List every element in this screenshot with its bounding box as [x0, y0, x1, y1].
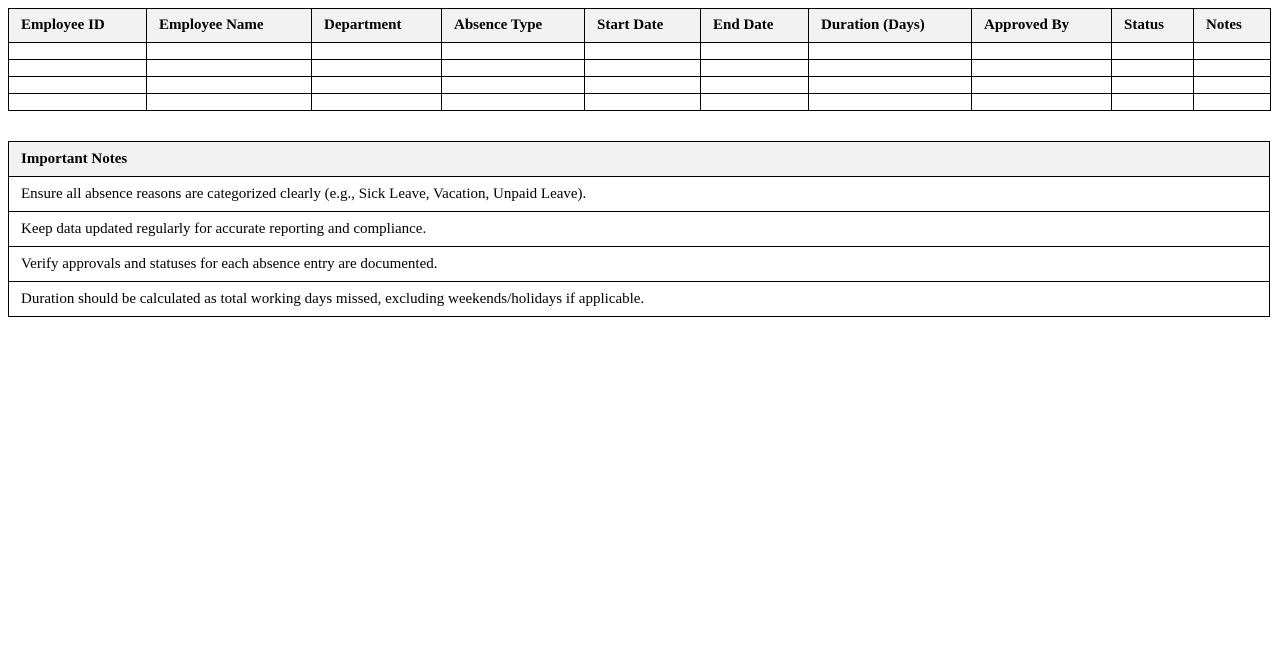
- table-cell: [972, 43, 1112, 60]
- header-duration-days: Duration (Days): [809, 9, 972, 43]
- header-status: Status: [1112, 9, 1194, 43]
- table-cell: [1112, 77, 1194, 94]
- table-cell: [9, 77, 147, 94]
- table-cell: [1112, 94, 1194, 111]
- note-item: Duration should be calculated as total working days missed, excluding weekends/holidays if applicable.: [9, 282, 1270, 317]
- table-cell: [585, 94, 701, 111]
- absence-log-table: [8, 8, 1271, 111]
- table-cell: [1112, 60, 1194, 77]
- table-cell: [701, 77, 809, 94]
- note-row: [9, 282, 1270, 317]
- table-cell: [972, 60, 1112, 77]
- table-cell: [809, 77, 972, 94]
- table-cell: [701, 94, 809, 111]
- table-cell: [312, 77, 442, 94]
- table-row: [9, 60, 1271, 77]
- header-end-date: End Date: [701, 9, 809, 43]
- table-cell: [1194, 77, 1271, 94]
- table-cell: [312, 60, 442, 77]
- header-department: Department: [312, 9, 442, 43]
- note-item: Ensure all absence reasons are categorized clearly (e.g., Sick Leave, Vacation, Unpaid Leave).: [9, 177, 1270, 212]
- table-cell: [701, 43, 809, 60]
- note-item: Verify approvals and statuses for each absence entry are documented.: [9, 247, 1270, 282]
- table-cell: [1112, 43, 1194, 60]
- table-cell: [585, 77, 701, 94]
- note-item: Keep data updated regularly for accurate reporting and compliance.: [9, 212, 1270, 247]
- table-cell: [442, 94, 585, 111]
- table-cell: [442, 60, 585, 77]
- table-cell: [809, 94, 972, 111]
- table-cell: [312, 94, 442, 111]
- table-cell: [147, 43, 312, 60]
- table-cell: [147, 77, 312, 94]
- header-employee-name: Employee Name: [147, 9, 312, 43]
- table-cell: [9, 94, 147, 111]
- table-cell: [147, 94, 312, 111]
- table-cell: [1194, 94, 1271, 111]
- table-cell: [312, 43, 442, 60]
- note-row: [9, 177, 1270, 212]
- header-notes: Notes: [1194, 9, 1271, 43]
- table-cell: [1194, 43, 1271, 60]
- table-header-row: [9, 9, 1271, 43]
- table-cell: [972, 77, 1112, 94]
- table-cell: [442, 77, 585, 94]
- header-absence-type: Absence Type: [442, 9, 585, 43]
- table-cell: [1194, 60, 1271, 77]
- document-body: [8, 8, 1270, 317]
- table-cell: [701, 60, 809, 77]
- notes-title: Important Notes: [9, 142, 1270, 177]
- table-row: [9, 94, 1271, 111]
- table-cell: [585, 43, 701, 60]
- table-cell: [9, 60, 147, 77]
- table-cell: [972, 94, 1112, 111]
- table-cell: [9, 43, 147, 60]
- table-cell: [442, 43, 585, 60]
- important-notes-table: [8, 141, 1270, 317]
- notes-header-row: [9, 142, 1270, 177]
- table-cell: [585, 60, 701, 77]
- table-cell: [147, 60, 312, 77]
- table-row: [9, 77, 1271, 94]
- table-cell: [809, 43, 972, 60]
- header-approved-by: Approved By: [972, 9, 1112, 43]
- table-cell: [809, 60, 972, 77]
- table-row: [9, 43, 1271, 60]
- note-row: [9, 247, 1270, 282]
- header-start-date: Start Date: [585, 9, 701, 43]
- note-row: [9, 212, 1270, 247]
- header-employee-id: Employee ID: [9, 9, 147, 43]
